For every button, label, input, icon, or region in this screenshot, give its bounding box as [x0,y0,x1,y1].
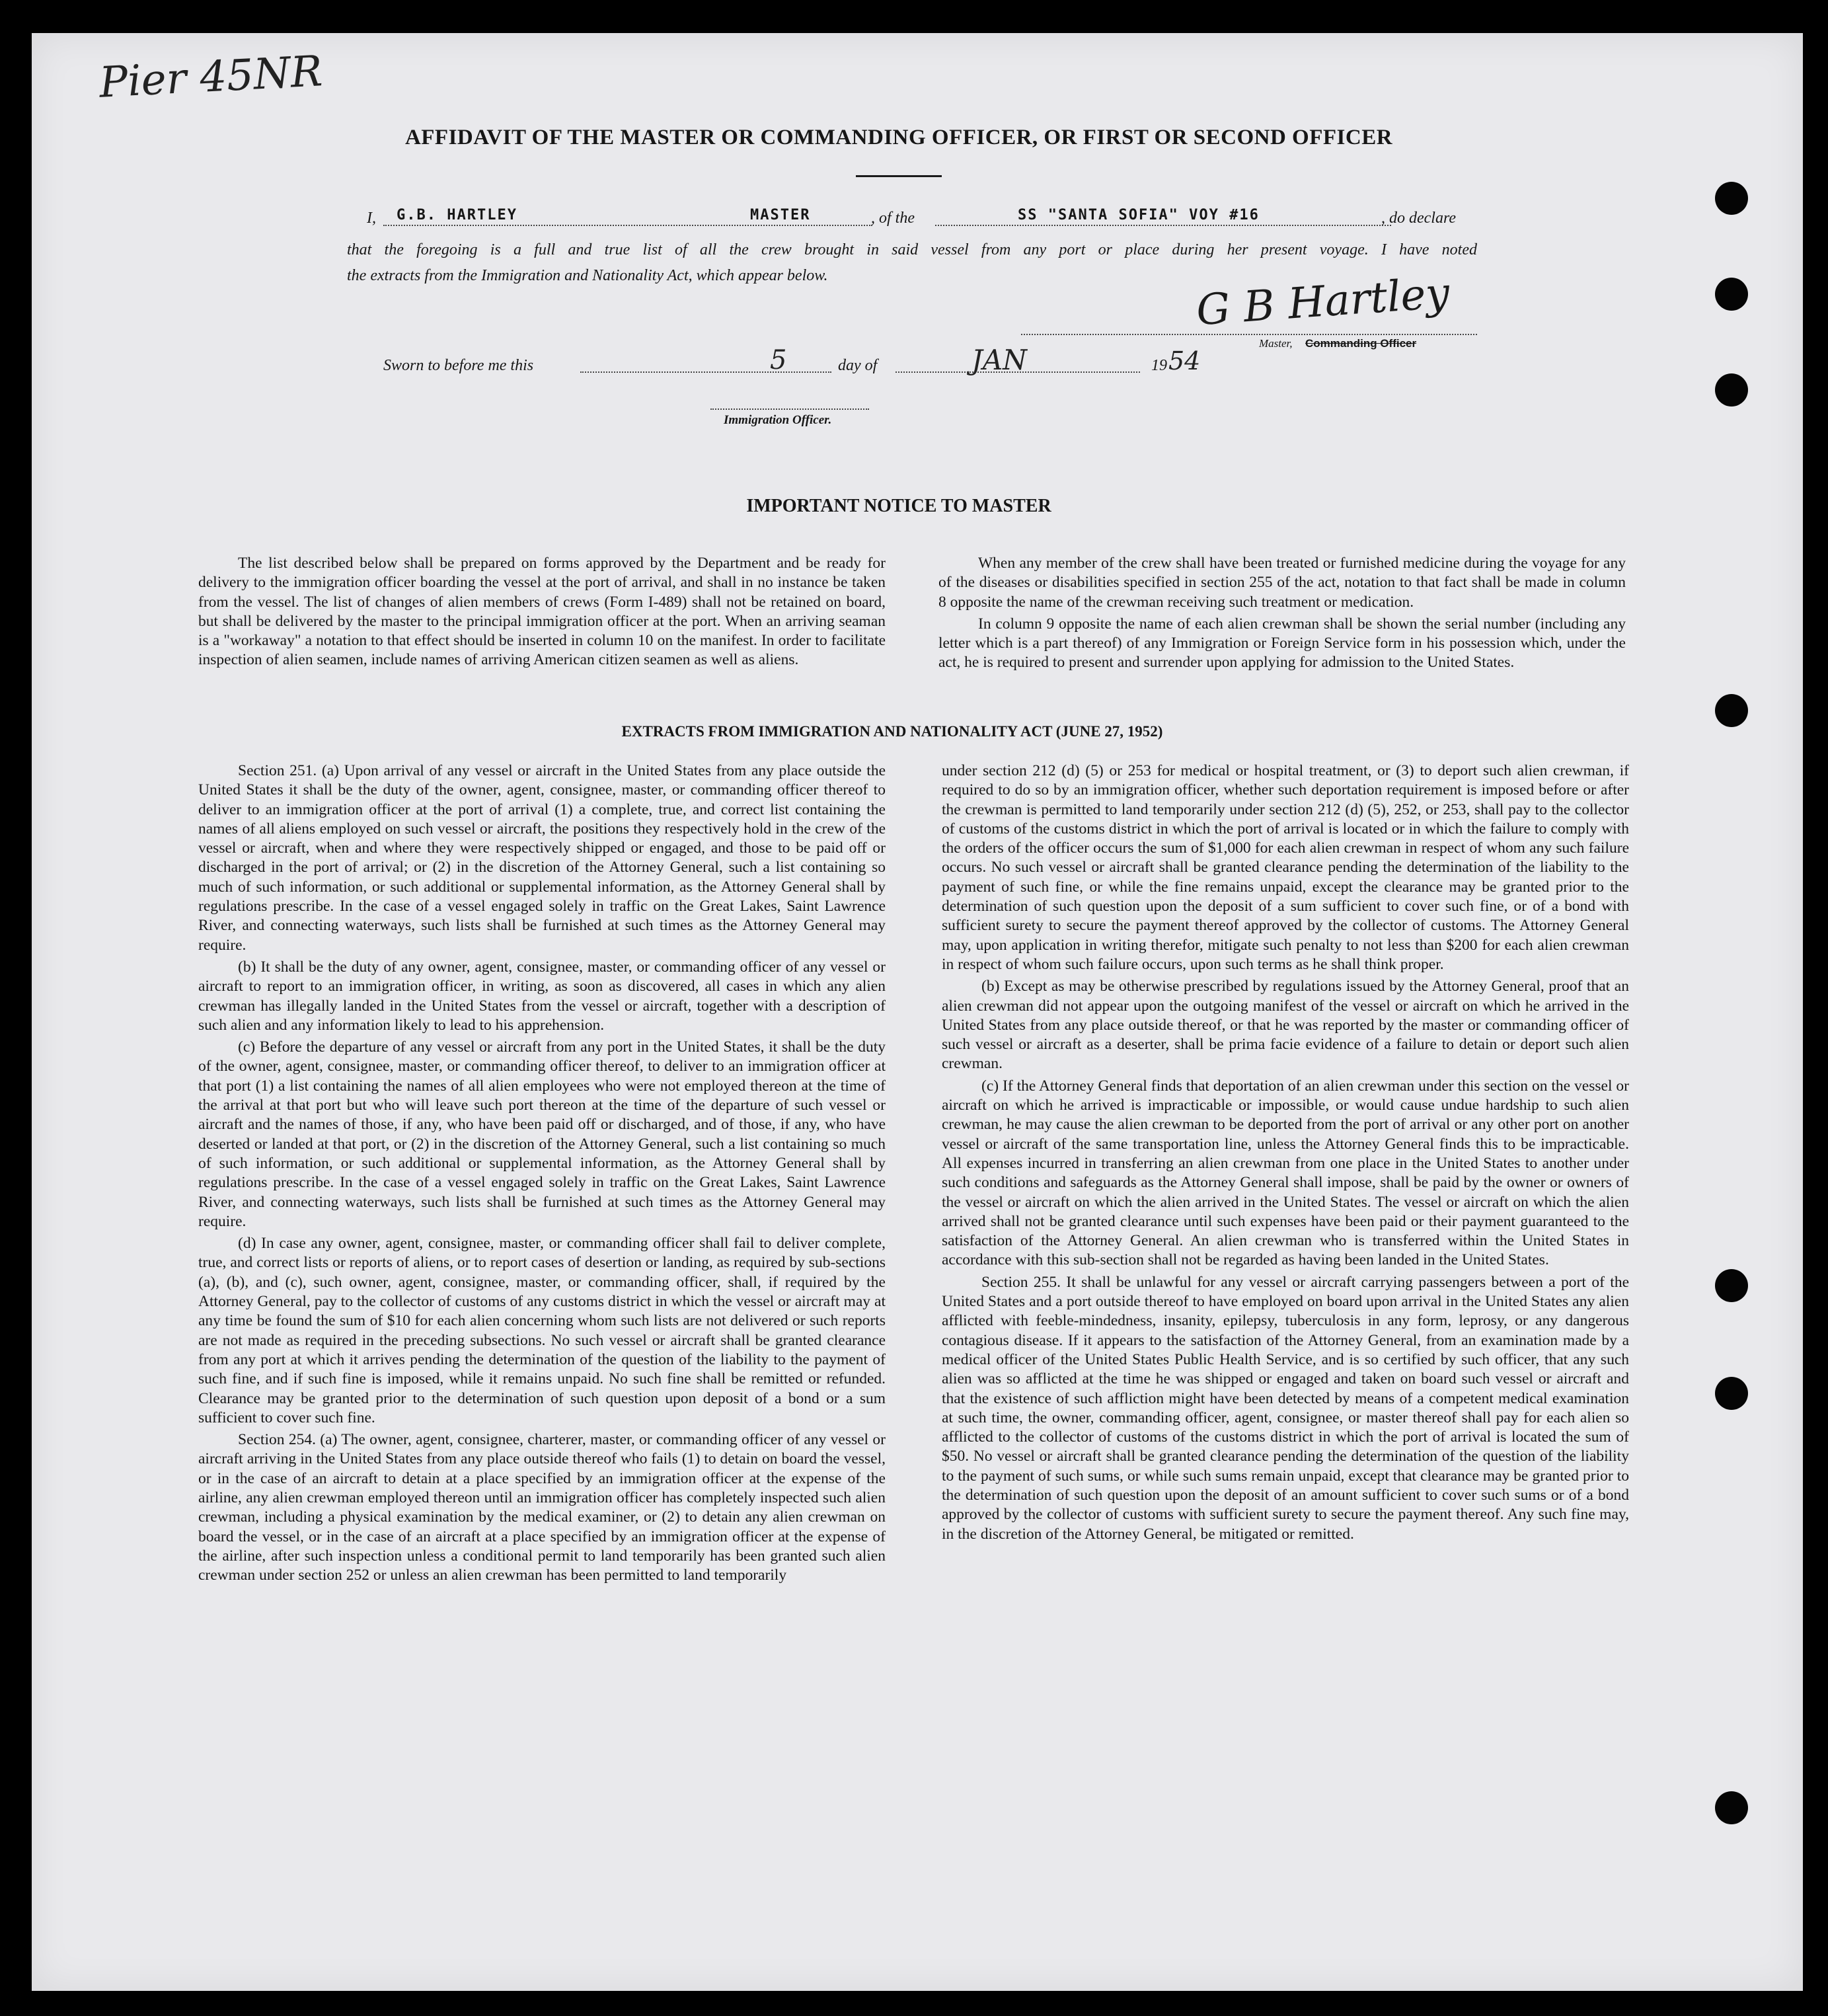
section-254-a: Section 254. (a) The owner, agent, consignee, charterer, master, or commanding officer of any vessel or aircraft arriving in the United States from any place outside thereof who fails (1) to detain on board the vessel, or in the case of an aircraft to detain at a place specified by an immigration officer at the expense of the airline, any alien crewman employed thereon until an immigration officer has completely inspected such alien crewman, including a physical examination by the medical examiner, or (2) to detain any alien crewman on board the vessel, or in the case of an aircraft at a place specified by an immigration officer at the expense of the airline, after such inspection unless a conditional permit to land temporarily has been granted such alien crewman under section 252 or unless an alien crewman has been permitted to land temporarily [198,1431,886,1584]
sworn-day: 5 [770,345,787,375]
name-line [383,225,872,226]
extracts-title: EXTRACTS FROM IMMIGRATION AND NATIONALITY ACT (JUNE 27, 1952) [621,723,1163,740]
master-name: G.B. HARTLEY [397,207,517,223]
of-the-label: , of the [871,210,915,227]
declaration-line-2: that the foregoing is a full and true list of all the crew brought in said vessel from any port or place during her present voyage. I have noted [347,241,1477,258]
declaration-line-3: the extracts from the Immigration and Nationality Act, which appear below. [347,267,828,284]
sworn-prefix: Sworn to before me this [383,357,534,374]
sworn-month: JAN [971,344,1027,376]
section-254-a-continued: under section 212 (d) (5) or 253 for medical or hospital treatment, or (3) to deport such alien crewman, if required to do so by an immigration officer, whether such deportation requirement is imposed before or after the crewman is permitted to land temporarily under section 212 (d) (5), 252, or 253, shall pay to the collector of customs of the customs district in which the port of arrival is located or in which the failure to comply with the orders of the officer occurs the sum of $1,000 for each alien crewman in respect of whom any such failure occurs. No such vessel or aircraft shall be granted clearance pending the determination of the liability to the payment of such fine, or while the fine remains unpaid, except the clearance may be granted prior to the determination of such question upon the deposit of a sum sufficient to cover such fine, or of a bond with sufficient surety to secure the payment thereof approved by the collector of customs. The Attorney General may, upon application in writing therefor, mitigate such penalty to not less than $200 for each alien crewman in respect of whom such failure occurs, upon such terms as he shall think proper. [942,762,1629,973]
notice-left-column [198,554,886,673]
sworn-year: 54 [1168,346,1201,375]
master-signature: G B Hartley [1194,268,1451,336]
signature-line [1021,334,1477,335]
punch-hole [1715,1269,1748,1302]
vessel-line [935,225,1391,226]
title-rule [856,175,942,177]
punch-hole [1715,1377,1748,1410]
notice-right-paragraph-1: When any member of the crew shall have been treated or furnished medicine during the voyage for any of the diseases or disabilities specified in section 255 of the act, notation to that fact shall be made in column 8 opposite the name of the crewman receiving such treatment or medication. [938,555,1626,611]
master-rank: MASTER [750,207,811,223]
notice-title: IMPORTANT NOTICE TO MASTER [746,496,1051,516]
notice-right-column [938,554,1626,676]
punch-hole [1715,694,1748,727]
struck-commanding-officer: Commanding Officer [1305,337,1417,350]
immigration-officer-label: Immigration Officer. [724,413,832,427]
notice-right-paragraph-2: In column 9 opposite the name of each alien crewman shall be shown the serial number (including any letter which is a part thereof) of any Immigration or Foreign Service form in his possession which, under the act, he is required to present and surrender upon applying for admission to the United States. [938,615,1626,672]
section-251-c: (c) Before the departure of any vessel or aircraft from any port in the United States, it shall be the duty of the owner, agent, consignee, master, or commanding officer thereof, to deliver to an immigration officer at that port (1) a list containing the names of all alien employees who were not employed thereon at the time of the arrival at that port but who will leave such port thereon at the time of the departure of such vessel or aircraft and the names of those, if any, who have been paid off or discharged, and of those, if any, who have deserted or landed at that port, or (2) in the discretion of the Attorney General, such a list containing so much of such information, or such additional or supplemental information, as the Attorney General shall by regulations prescribe. In the case of a vessel engaged solely in traffic on the Great Lakes, Saint Lawrence River, and connecting waterways, such lists shall be furnished at such times as the Attorney General may require. [198,1038,886,1230]
handwritten-note: Pier 45NR [98,47,324,108]
day-of-label: day of [838,357,878,374]
extracts-right-column [942,761,1629,1547]
section-254-b: (b) Except as may be otherwise prescribed by regulations issued by the Attorney General, proof that an alien crewman did not appear upon the outgoing manifest of the vessel or aircraft on which he arrived in the United States from any place outside thereof, or that he was reported by the master or commanding officer of such vessel or aircraft as a deserter, shall be prima facie evidence of a failure to detain or deport such alien crewman. [942,978,1629,1073]
vessel-name: SS "SANTA SOFIA" VOY #16 [1018,207,1260,223]
officer-line [710,408,869,410]
section-254-c: (c) If the Attorney General finds that deportation of an alien crewman under this section on the vessel or aircraft on which he arrived is impracticable or impossible, or would cause undue hardship to such alien crewman, he may cause the alien crewman to be deported from the port of arrival or any other port on another vessel or aircraft of the same transportation line, unless the Attorney General finds this to be impracticable. All expenses incurred in transferring an alien crewman from one place in the United States to another under such conditions and safeguards as the Attorney General shall impose, shall be paid by the owner or owners of the vessel or aircraft on which the alien arrived in the United States. The vessel or aircraft on which the alien arrived shall not be granted clearance until such expenses have been paid or their payment guaranteed to the satisfaction of the Attorney General. An alien crewman who is transferred within the United States in accordance with this sub-section shall not be regarded as having been landed in the United States. [942,1077,1629,1269]
do-declare-label: , do declare [1381,210,1457,227]
section-251-b: (b) It shall be the duty of any owner, agent, consignee, master, or commanding officer of any vessel or aircraft to report to an immigration officer, in writing, as soon as discovered, all cases in which any alien crewman has illegally landed in the United States from the vessel or aircraft, together with a description of such alien and any information likely to lead to his apprehension. [198,958,886,1034]
punch-hole [1715,278,1748,311]
year-prefix: 19 [1151,357,1167,374]
notice-left-paragraph: The list described below shall be prepared on forms approved by the Department and be ready for delivery to the immigration officer boarding the vessel at the port of arrival, and shall in no instance be taken from the vessel. The list of changes of alien members of crews (Form I-489) shall not be retained on board, but shall be delivered by the master to the principal immigration officer at the port. When an arriving seaman is a "workaway" a notation to that effect should be inserted in column 10 on the manifest. In order to facilitate inspection of alien seamen, include names of arriving American citizen seamen as well as aliens. [198,555,886,669]
affidavit-title: AFFIDAVIT OF THE MASTER OR COMMANDING OFFICER, OR FIRST OR SECOND OFFICER [404,126,1393,149]
master-title-label: Master, [1259,337,1293,350]
punch-hole [1715,182,1748,215]
punch-hole [1715,1791,1748,1824]
section-255: Section 255. It shall be unlawful for any vessel or aircraft carrying passengers between a port of the United States and a port outside thereof to have employed on board upon arrival in the United States any alien afflicted with feeble-mindedness, insanity, epilepsy, tuberculosis in any form, leprosy, or any dangerous contagious disease. If it appears to the satisfaction of the Attorney General, from an examination made by a medical officer of the United States Public Health Service, and is so certified by such officer, that any such alien was so afflicted at the time he was shipped or engaged and taken on board such vessel or aircraft and that the existence of such affliction might have been detected by means of a competent medical examination at such time, the owner, commanding officer, agent, consignee, or master thereof shall pay for each alien so afflicted to the collector of customs of the customs district in which the port of arrival is located the sum of $50. No vessel or aircraft shall be granted clearance pending the determination of the question of the liability to the payment of such sums, or while such sums remain unpaid, except that clearance may be granted prior to the determination of such question upon the deposit of an amount sufficient to cover such sums or of a bond approved by the collector of customs with sufficient surety to secure the payment thereof. Any such fine may, in the discretion of the Attorney General, be mitigated or remitted. [942,1273,1629,1543]
i-label: I, [367,210,376,227]
punch-hole [1715,373,1748,407]
section-251-a: Section 251. (a) Upon arrival of any vessel or aircraft in the United States from any place outside the United States it shall be the duty of the owner, agent, consignee, master, or commanding officer thereof to deliver to an immigration officer at the port of arrival (1) a complete, true, and correct list containing the names of all aliens employed on such vessel or aircraft, the positions they respectively hold in the crew of the vessel or aircraft, when and where they were respectively shipped or engaged, and those to be paid off or discharged in the port of arrival; or (2) in the discretion of the Attorney General, such a list containing so much of such information, or such additional or supplemental information, as the Attorney General shall by regulations prescribe. In the case of a vessel engaged solely in traffic on the Great Lakes, Saint Lawrence River, and connecting waterways, such lists shall be furnished at such times as the Attorney General may require. [198,762,886,954]
section-251-d: (d) In case any owner, agent, consignee, master, or commanding officer shall fail to deliver complete, true, and correct lists or reports of aliens, or to report cases of desertion or landing, as required by sub-sections (a), (b), and (c), such owner, agent, consignee, master, or commanding officer, shall, if required by the Attorney General, pay to the collector of customs of any customs district in which the vessel or aircraft may at any time be found the sum of $10 for each alien concerning whom such lists are not delivered or such reports are not made as required in the preceding subsections. No such vessel or aircraft shall be granted clearance from any port at which it arrives pending the determination of the question of the liability to the payment of such fine, and if such fine is imposed, while it remains unpaid. No such fine shall be remitted or refunded. Clearance may be granted prior to the determination of such question upon deposit of a bond or a sum sufficient to cover such fine. [198,1235,886,1426]
extracts-left-column [198,761,886,1588]
day-line [580,371,831,373]
